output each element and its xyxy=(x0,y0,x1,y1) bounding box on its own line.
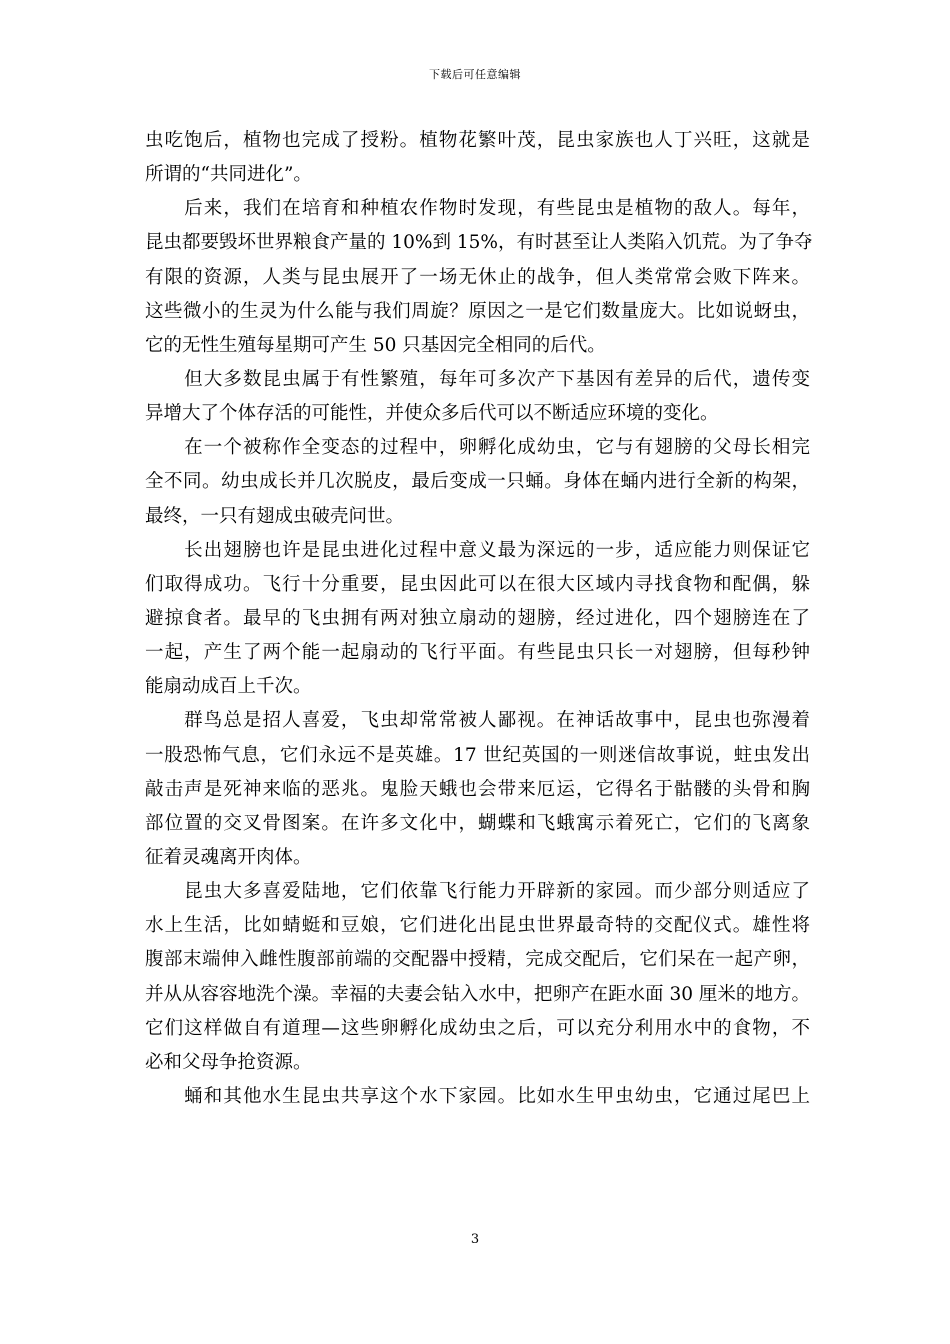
text-line: 全不同。幼虫成长并几次脱皮，最后变成一只蛹。身体在蛹内进行全新的构架， xyxy=(145,471,810,493)
text-line: 但大多数昆虫属于有性繁殖，每年可多次产下基因有差异的后代，遗传变 xyxy=(145,368,810,390)
article-body xyxy=(145,124,813,1114)
text-line: 长出翅膀也许是昆虫进化过程中意义最为深远的一步，适应能力则保证它 xyxy=(145,539,810,561)
text-line: 水上生活，比如蜻蜓和豆娘，它们进化出昆虫世界最奇特的交配仪式。雄性将 xyxy=(145,915,810,937)
text-line: 征着灵魂离开肉体。 xyxy=(145,846,312,868)
text-line: 一股恐怖气息，它们永远不是英雄。17 世纪英国的一则迷信故事说，蛀虫发出 xyxy=(145,744,810,766)
text-line: 并从从容容地洗个澡。幸福的夫妻会钻入水中，把卵产在距水面 30 厘米的地方。 xyxy=(145,983,810,1005)
text-line: 所谓的“共同进化”。 xyxy=(145,164,312,186)
text-line: 在一个被称作全变态的过程中，卵孵化成幼虫，它与有翅膀的父母长相完 xyxy=(145,437,810,459)
text-line: 它的无性生殖每星期可产生 50 只基因完全相同的后代。 xyxy=(145,334,606,356)
text-line: 能扇动成百上千次。 xyxy=(145,676,312,698)
text-line: 后来，我们在培育和种植农作物时发现，有些昆虫是植物的敌人。每年， xyxy=(145,198,810,220)
text-line: 避掠食者。最早的飞虫拥有两对独立扇动的翅膀，经过进化，四个翅膀连在了 xyxy=(145,607,810,629)
text-line: 这些微小的生灵为什么能与我们周旋？原因之一是它们数量庞大。比如说蚜虫， xyxy=(145,300,810,322)
text-line: 腹部末端伸入雌性腹部前端的交配器中授精，完成交配后，它们呆在一起产卵， xyxy=(145,949,810,971)
text-line: 必和父母争抢资源。 xyxy=(145,1051,312,1073)
text-line: 虫吃饱后，植物也完成了授粉。植物花繁叶茂，昆虫家族也人丁兴旺，这就是 xyxy=(145,130,810,151)
text-line: 们取得成功。飞行十分重要，昆虫因此可以在很大区域内寻找食物和配偶，躲 xyxy=(145,573,810,595)
text-line: 蛹和其他水生昆虫共享这个水下家园。比如水生甲虫幼虫，它通过尾巴上 xyxy=(145,1085,810,1107)
text-line: 昆虫大多喜爱陆地，它们依靠飞行能力开辟新的家园。而少部分则适应了 xyxy=(145,881,810,903)
text-line: 敲击声是死神来临的恶兆。鬼脸天蛾也会带来厄运，它得名于骷髅的头骨和胸 xyxy=(145,778,810,800)
text-line: 一起，产生了两个能一起扇动的飞行平面。有些昆虫只长一对翅膀，但每秒钟 xyxy=(145,642,810,664)
text-line: 它们这样做自有道理—这些卵孵化成幼虫之后，可以充分利用水中的食物，不 xyxy=(145,1017,810,1039)
text-line: 部位置的交叉骨图案。在许多文化中，蝴蝶和飞蛾寓示着死亡，它们的飞离象 xyxy=(145,812,810,834)
text-line: 最终，一只有翅成虫破壳问世。 xyxy=(145,505,405,527)
text-line: 昆虫都要毁坏世界粮食产量的 10%到 15%，有时甚至让人类陷入饥荒。为了争夺 xyxy=(145,232,813,254)
page-header: 下载后可任意编辑 xyxy=(429,68,521,81)
text-line: 异增大了个体存活的可能性，并使众多后代可以不断适应环境的变化。 xyxy=(145,403,719,425)
text-line: 有限的资源，人类与昆虫展开了一场无休止的战争，但人类常常会败下阵来。 xyxy=(145,266,810,288)
text-line: 群鸟总是招人喜爱，飞虫却常常被人鄙视。在神话故事中，昆虫也弥漫着 xyxy=(145,710,810,732)
page-number: 3 xyxy=(470,1232,480,1247)
